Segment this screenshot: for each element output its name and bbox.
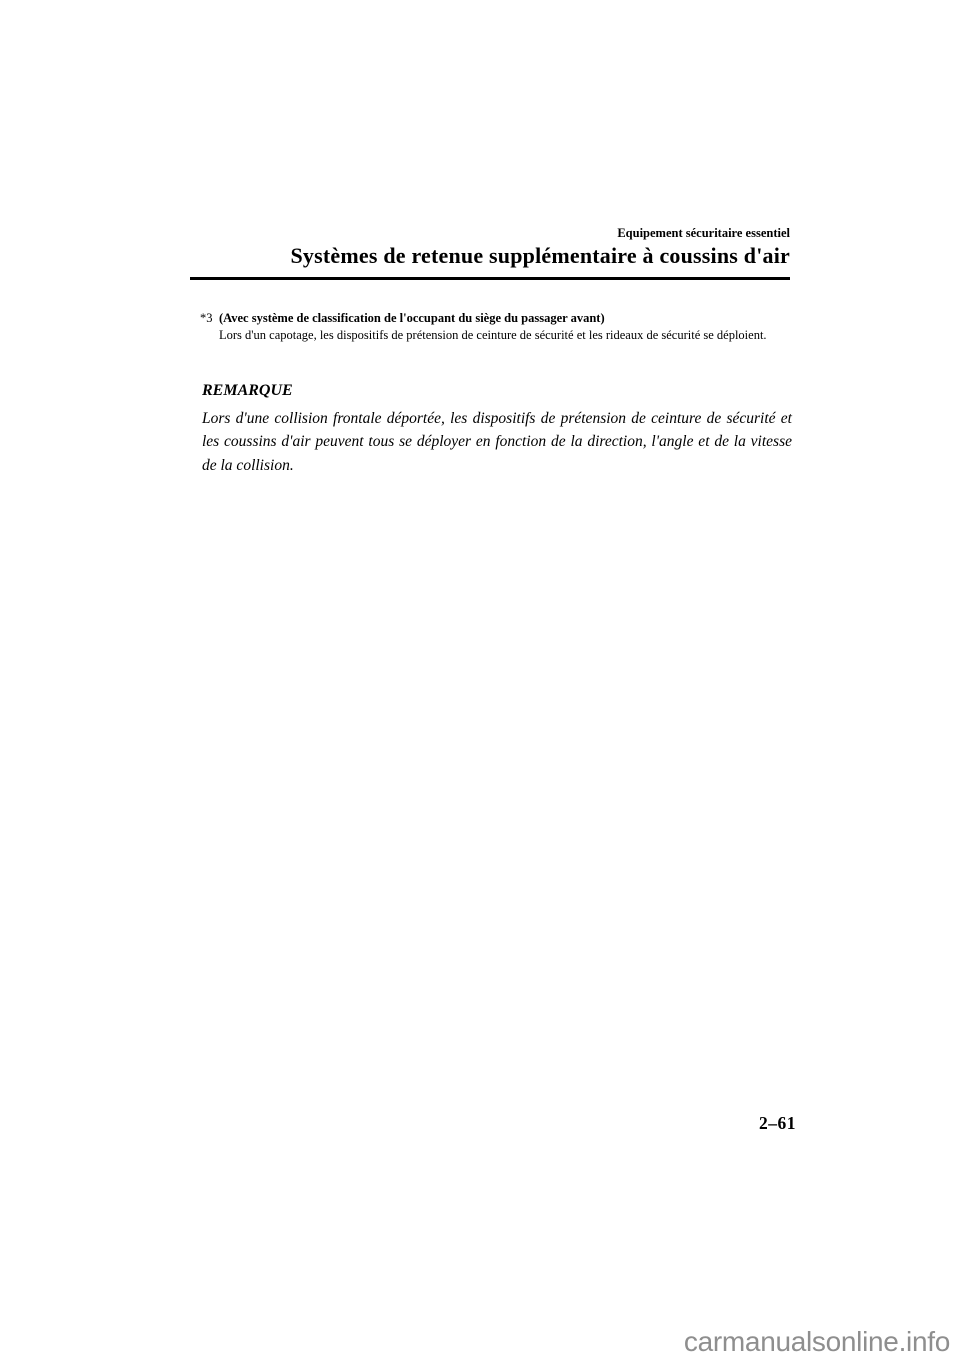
note-label: REMARQUE: [202, 382, 293, 399]
watermark: carmanualsonline.info: [683, 1326, 950, 1358]
page-title: Systèmes de retenue supplémentaire à coussins d'air: [290, 243, 790, 268]
footnote-marker: *3: [200, 311, 213, 325]
header-section-label: Equipement sécuritaire essentiel: [617, 226, 790, 240]
header-divider: [190, 277, 790, 280]
page-header: [291, 226, 791, 268]
footnote-content: [219, 310, 767, 343]
footnote-heading: (Avec système de classification de l'occupant du siège du passager avant): [219, 311, 605, 325]
note-body: Lors d'une collision frontale déportée, les dispositifs de prétension de ceinture de sécurité et les coussins d'air peuvent tous se déployer en fonction de la direction, l'angle et de la vitesse de la collision.: [202, 410, 792, 474]
note-block: [202, 381, 792, 477]
footnote-block: [200, 310, 800, 343]
footnote-body: Lors d'un capotage, les dispositifs de prétension de ceinture de sécurité et les rideaux de sécurité se déploient.: [219, 327, 767, 342]
page-number: 2–61: [759, 1113, 796, 1133]
